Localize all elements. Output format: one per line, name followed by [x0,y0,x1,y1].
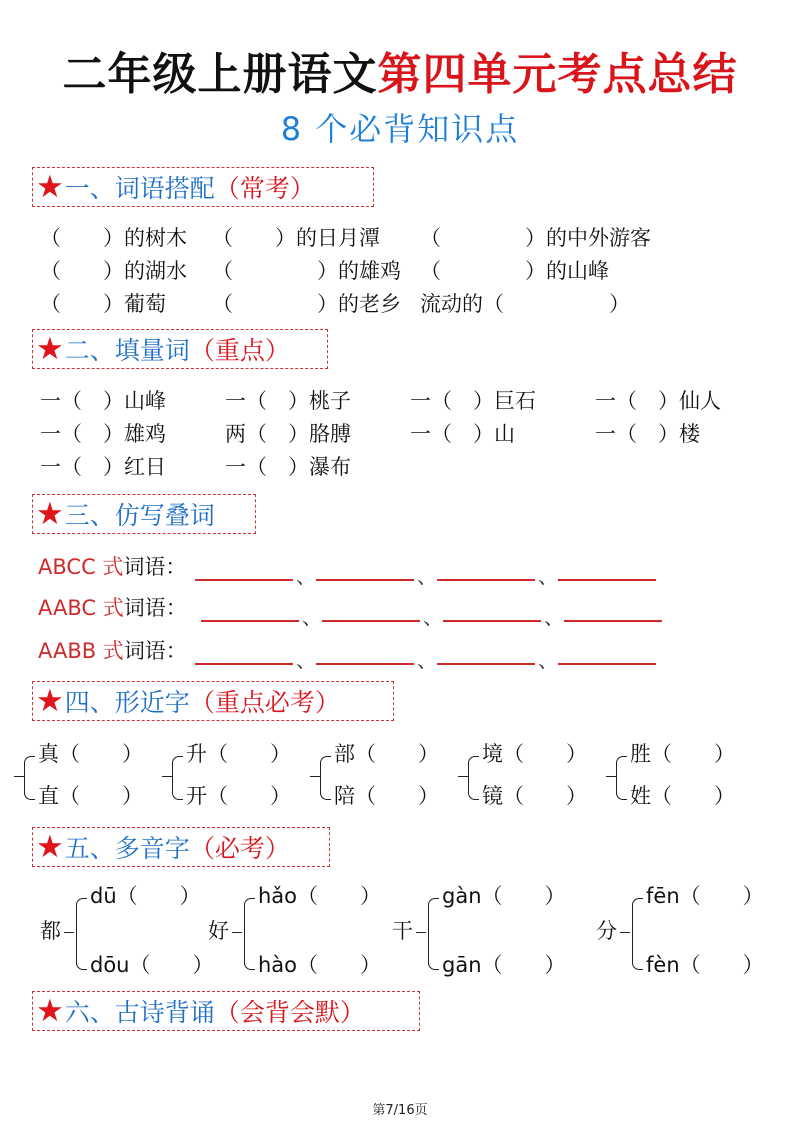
polyphone-char: 干 [392,919,413,943]
brace-icon [468,756,479,800]
star-icon: ★ [36,168,64,205]
answer-blank[interactable] [316,557,414,581]
polyphone-char: 分 [596,919,617,943]
brace-tick [416,932,426,933]
pinyin-reading: gàn（ ） [442,884,566,908]
section-note: （必考） [189,834,290,863]
brace-icon [172,756,183,800]
section-note: （会背会默） [214,998,365,1027]
brace-icon [320,756,331,800]
polyphone-char: 好 [208,919,229,943]
similar-char: 陪（ ） [334,784,439,808]
separator: 、 [544,605,564,629]
title-part-black: 二年级上册语文 [62,49,378,100]
similar-char: 镜（ ） [482,784,587,808]
page-number: 第7/16页 [372,1103,428,1118]
reduplication-label [38,557,186,578]
star-icon: ★ [36,828,64,865]
measure-item: 两（ ）胳膊 [225,422,351,446]
section-title: 二、填量词 [64,336,190,365]
section-note: （重点必考） [189,688,340,717]
brace-icon [76,898,87,970]
measure-item: 一（ ）雄鸡 [40,422,166,446]
star-icon: ★ [36,682,64,719]
section-header-3 [32,494,256,534]
section-note: （重点） [189,336,290,365]
pattern-suffix: 词语： [123,596,187,620]
similar-char: 姓（ ） [630,784,735,808]
brace-tick [606,776,616,777]
section-title: 六、古诗背诵 [64,998,215,1027]
star-icon: ★ [36,495,64,532]
similar-char: 部（ ） [334,742,439,766]
similar-char: 真（ ） [38,742,143,766]
separator: 、 [296,648,316,672]
separator: 、 [417,648,437,672]
similar-char: 境（ ） [482,742,587,766]
answer-blank[interactable] [201,598,299,622]
pattern-label: ABCC 式 [38,555,124,579]
collocation-item: （ ）的树木 [40,226,187,250]
brace-icon [24,756,35,800]
brace-tick [310,776,320,777]
answer-blank[interactable] [443,598,541,622]
section-header-6 [32,991,420,1031]
measure-item: 一（ ）楼 [595,422,700,446]
brace-tick [162,776,172,777]
reduplication-label [38,598,187,619]
brace-tick [620,932,630,933]
collocation-item: 流动的（ ） [420,292,630,316]
answer-blank[interactable] [558,641,656,665]
pinyin-reading: dōu（ ） [90,953,214,977]
section-title: 五、多音字 [64,834,190,863]
section-header-2 [32,329,328,369]
page-subtitle: 8 个必背知识点 [280,110,520,148]
answer-blank[interactable] [195,557,293,581]
brace-icon [632,898,643,970]
collocation-item: （ ）的老乡 [212,292,401,316]
section-header-5 [32,827,330,867]
separator: 、 [417,564,437,588]
reduplication-label [38,641,187,662]
measure-item: 一（ ）红日 [40,455,166,479]
pinyin-reading: dū（ ） [90,884,201,908]
collocation-item: （ ）的雄鸡 [212,259,401,283]
brace-tick [64,932,74,933]
answer-blank[interactable] [437,641,535,665]
collocation-item: （ ）的山峰 [420,259,609,283]
star-icon: ★ [36,992,64,1029]
collocation-item: （ ）葡萄 [40,292,166,316]
section-header-1 [32,167,374,207]
brace-tick [14,776,24,777]
separator: 、 [302,605,322,629]
pattern-label: AABC 式 [38,596,124,620]
brace-tick [232,932,242,933]
pattern-label: AABB 式 [38,639,124,663]
brace-icon [244,898,255,970]
page-title [0,38,800,102]
collocation-item: （ ）的湖水 [40,259,187,283]
section-header-4 [32,681,394,721]
answer-blank[interactable] [195,641,293,665]
star-icon: ★ [36,330,64,367]
similar-char: 开（ ） [186,784,291,808]
section-title: 四、形近字 [64,688,190,717]
pinyin-reading: gān（ ） [442,953,566,977]
collocation-item: （ ）的中外游客 [420,226,651,250]
measure-item: 一（ ）瀑布 [225,455,351,479]
separator: 、 [538,564,558,588]
brace-icon [616,756,627,800]
pinyin-reading: hǎo（ ） [258,884,382,908]
collocation-item: （ ）的日月潭 [212,226,380,250]
section-title: 一、词语搭配 [64,174,215,203]
brace-icon [428,898,439,970]
measure-item: 一（ ）仙人 [595,389,721,413]
answer-blank[interactable] [558,557,656,581]
similar-char: 升（ ） [186,742,291,766]
pattern-suffix: 词语： [123,639,187,663]
separator: 、 [423,605,443,629]
section-note: （常考） [214,174,315,203]
pinyin-reading: fēn（ ） [646,884,764,908]
brace-tick [458,776,468,777]
similar-char: 胜（ ） [630,742,735,766]
polyphone-char: 都 [40,919,61,943]
answer-blank[interactable] [322,598,420,622]
separator: 、 [538,648,558,672]
title-part-red: 第四单元考点总结 [377,49,738,100]
pinyin-reading: hào（ ） [258,953,382,977]
measure-item: 一（ ）山 [410,422,515,446]
similar-char: 直（ ） [38,784,143,808]
answer-blank[interactable] [437,557,535,581]
measure-item: 一（ ）巨石 [410,389,536,413]
measure-item: 一（ ）山峰 [40,389,166,413]
measure-item: 一（ ）桃子 [225,389,351,413]
pinyin-reading: fèn（ ） [646,953,764,977]
section-title: 三、仿写叠词 [64,501,215,530]
pattern-suffix: 词语： [123,555,187,579]
separator: 、 [296,564,316,588]
answer-blank[interactable] [564,598,662,622]
answer-blank[interactable] [316,641,414,665]
